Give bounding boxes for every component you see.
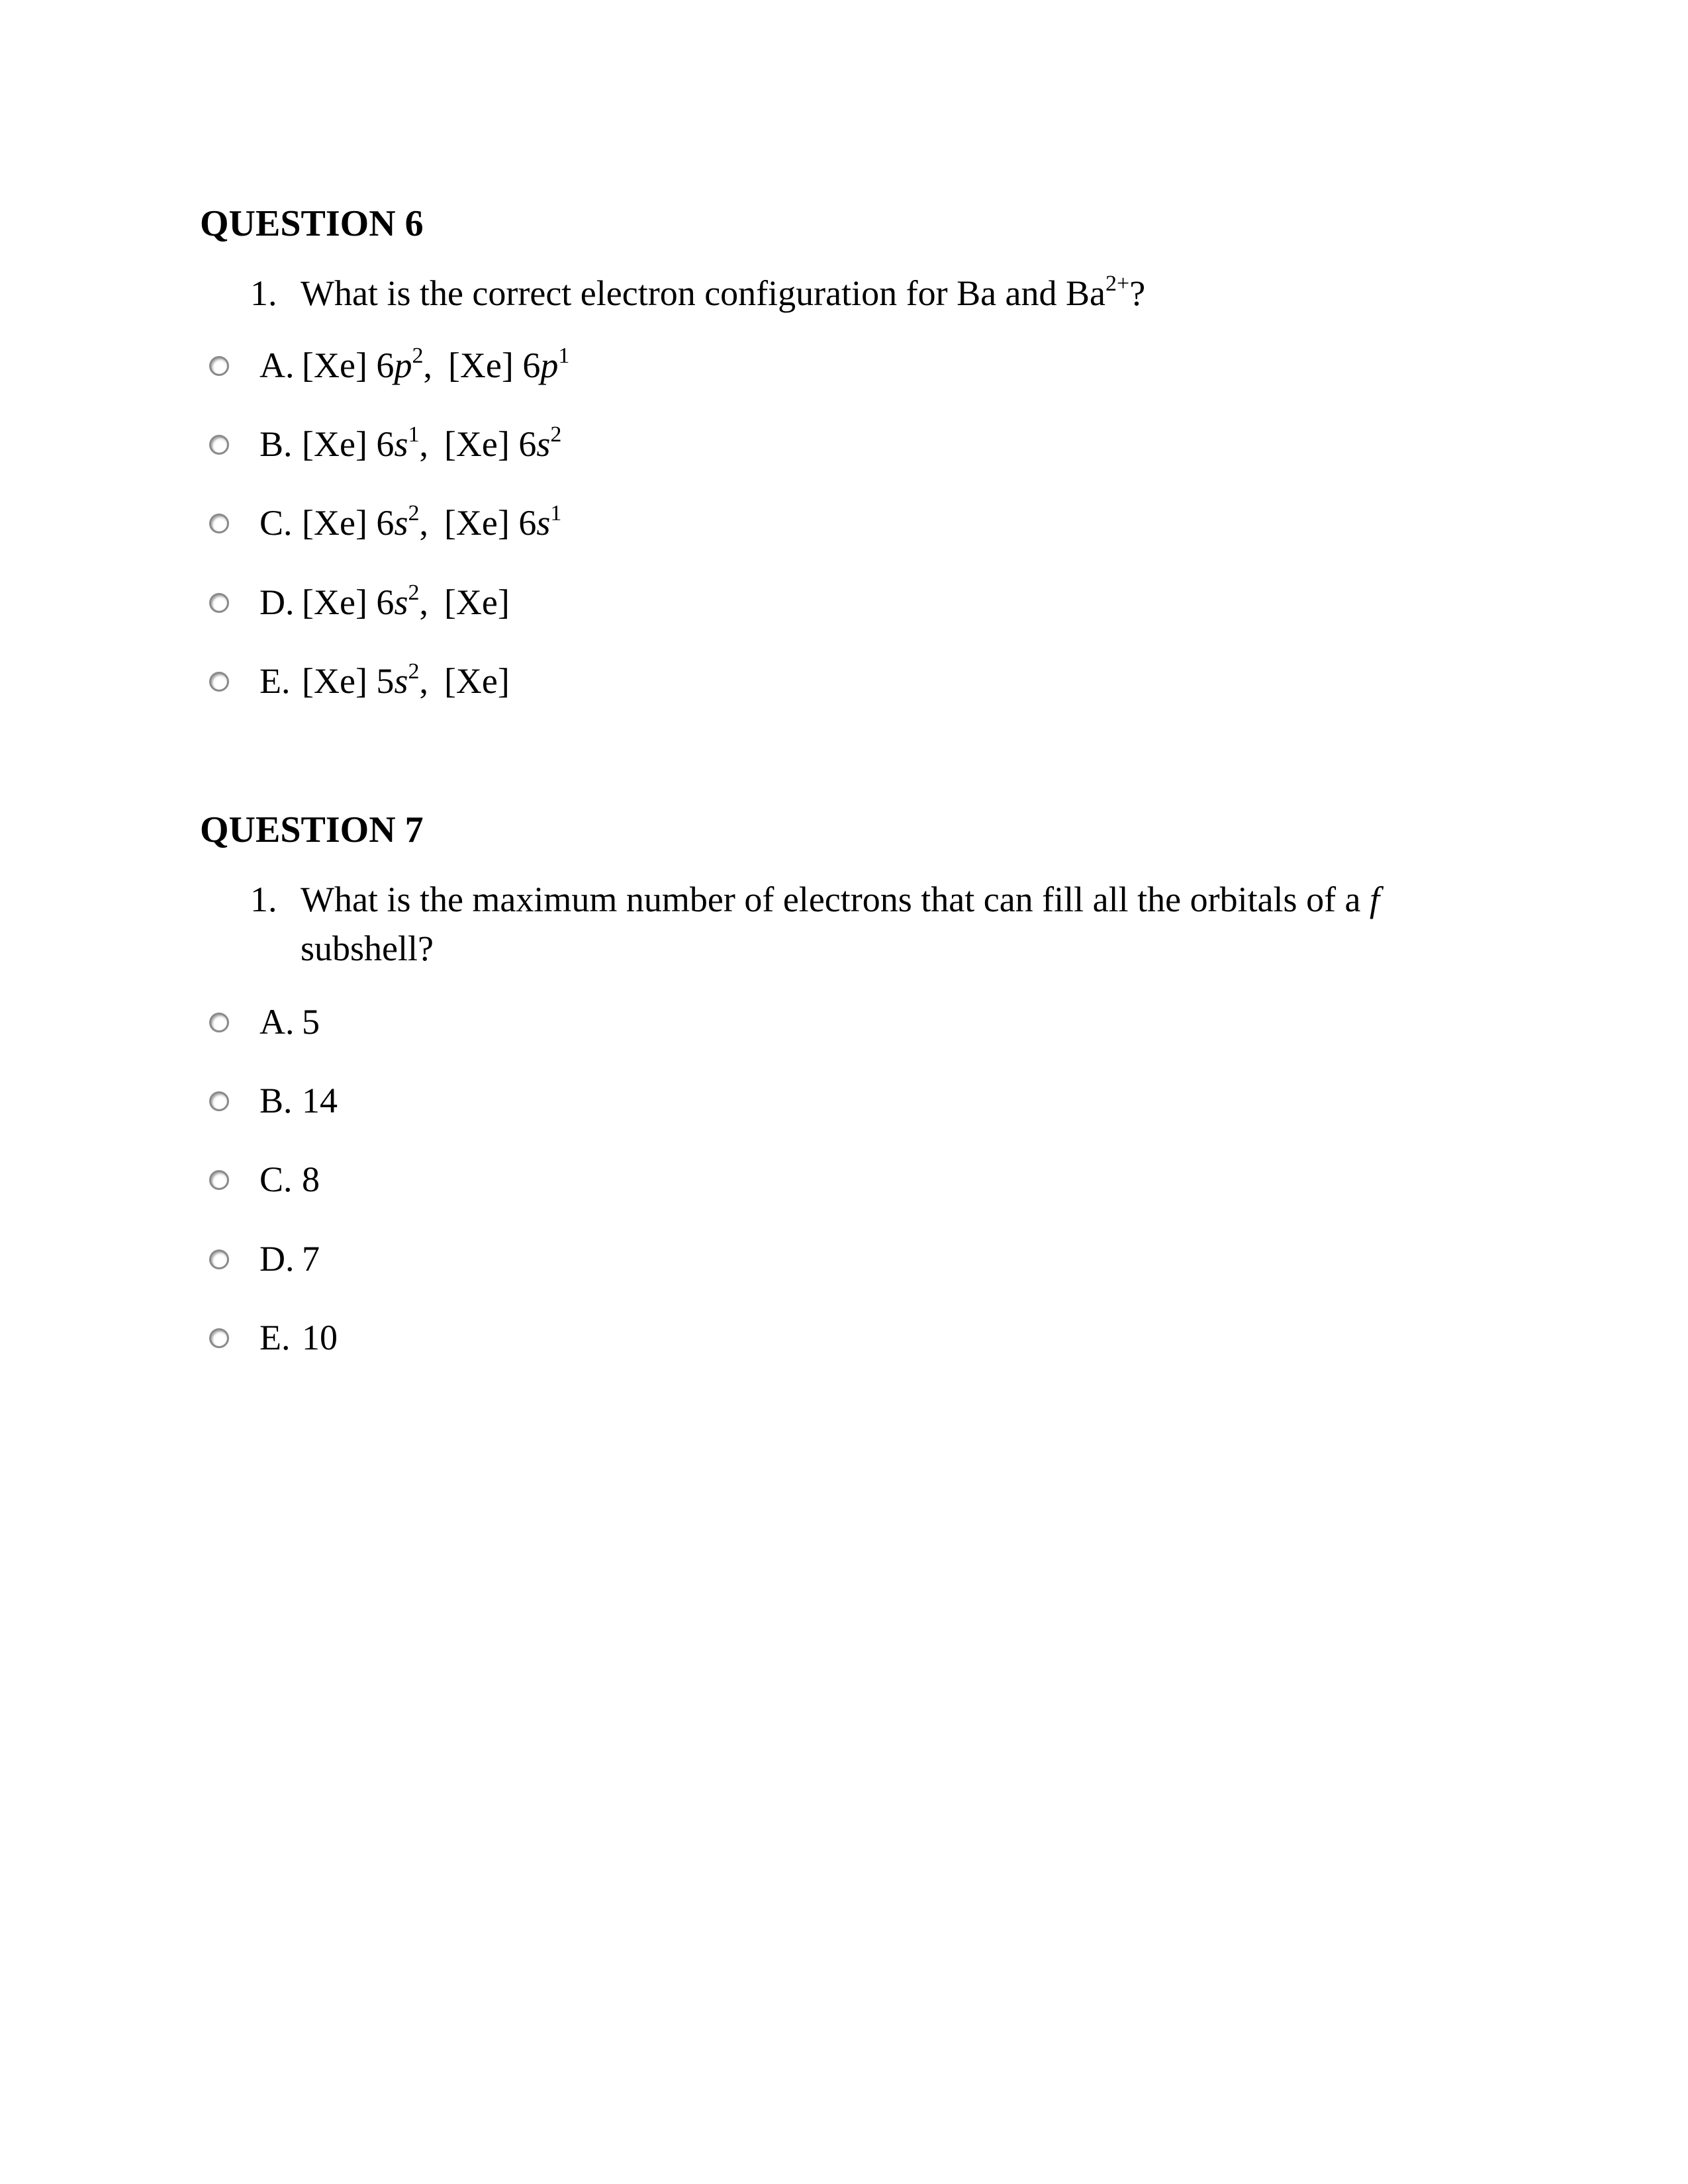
option-text: [Xe] $6s^1$, [Xe] $6s^2$ xyxy=(302,422,562,464)
option-letter: D. xyxy=(259,582,295,622)
option-text: [Xe] $6s^2$, [Xe] xyxy=(302,580,510,622)
option-text: 14 xyxy=(302,1081,338,1120)
prompt-italic: f xyxy=(1370,880,1380,919)
answer-option-b[interactable] xyxy=(0,418,794,477)
option-text: 10 xyxy=(302,1318,338,1357)
option-text: [Xe] $5s^2$, [Xe] xyxy=(302,659,510,701)
answer-option-d[interactable] xyxy=(0,576,794,635)
prompt-superscript: 2+ xyxy=(1105,271,1130,296)
radio-button-icon[interactable] xyxy=(209,514,229,533)
prompt-text: What is the maximum number of electrons that can fill all the orbitals of a xyxy=(301,880,1361,919)
radio-button-icon[interactable] xyxy=(209,1170,229,1190)
option-letter: B. xyxy=(259,1081,293,1120)
prompt-end: subshell? xyxy=(301,929,434,968)
option-text: 8 xyxy=(302,1160,320,1199)
answer-option-d[interactable] xyxy=(0,1232,794,1292)
option-letter: E. xyxy=(259,661,291,701)
radio-button-icon[interactable] xyxy=(209,672,229,692)
option-letter: A. xyxy=(259,1002,295,1042)
answer-option-a[interactable] xyxy=(0,339,794,398)
radio-button-icon[interactable] xyxy=(209,1328,229,1348)
radio-button-icon[interactable] xyxy=(209,1250,229,1269)
radio-button-icon[interactable] xyxy=(209,356,229,376)
option-letter: E. xyxy=(259,1318,291,1357)
option-text: 5 xyxy=(302,1002,320,1042)
option-letter: D. xyxy=(259,1239,295,1279)
option-letter: C. xyxy=(259,1160,293,1199)
answer-option-c[interactable] xyxy=(0,496,794,556)
prompt-text: What is the correct electron configuration for Ba and Ba xyxy=(301,273,1106,313)
option-text: [Xe] $6p^2$, [Xe] $6p^1$ xyxy=(302,343,570,385)
question-prompt xyxy=(250,875,1442,973)
option-letter: C. xyxy=(259,503,293,543)
radio-button-icon[interactable] xyxy=(209,1091,229,1111)
option-letter: B. xyxy=(259,424,293,464)
question-heading: QUESTION 7 xyxy=(200,809,424,850)
option-text: 7 xyxy=(302,1239,320,1279)
answer-option-a[interactable] xyxy=(0,995,794,1055)
question-number: 1. xyxy=(250,273,277,313)
radio-button-icon[interactable] xyxy=(209,435,229,455)
answer-option-e[interactable] xyxy=(0,655,794,714)
question-text xyxy=(301,269,1432,318)
option-text: [Xe] $6s^2$, [Xe] $6s^1$ xyxy=(302,501,562,543)
question-prompt xyxy=(250,269,1442,318)
answer-option-e[interactable] xyxy=(0,1311,794,1371)
option-letter: A. xyxy=(259,345,295,385)
prompt-end: ? xyxy=(1129,273,1146,313)
radio-button-icon[interactable] xyxy=(209,593,229,613)
question-text xyxy=(301,875,1432,973)
answer-option-c[interactable] xyxy=(0,1153,794,1212)
question-number: 1. xyxy=(250,880,277,919)
answer-option-b[interactable] xyxy=(0,1074,794,1134)
radio-button-icon[interactable] xyxy=(209,1013,229,1032)
question-heading: QUESTION 6 xyxy=(200,203,424,244)
